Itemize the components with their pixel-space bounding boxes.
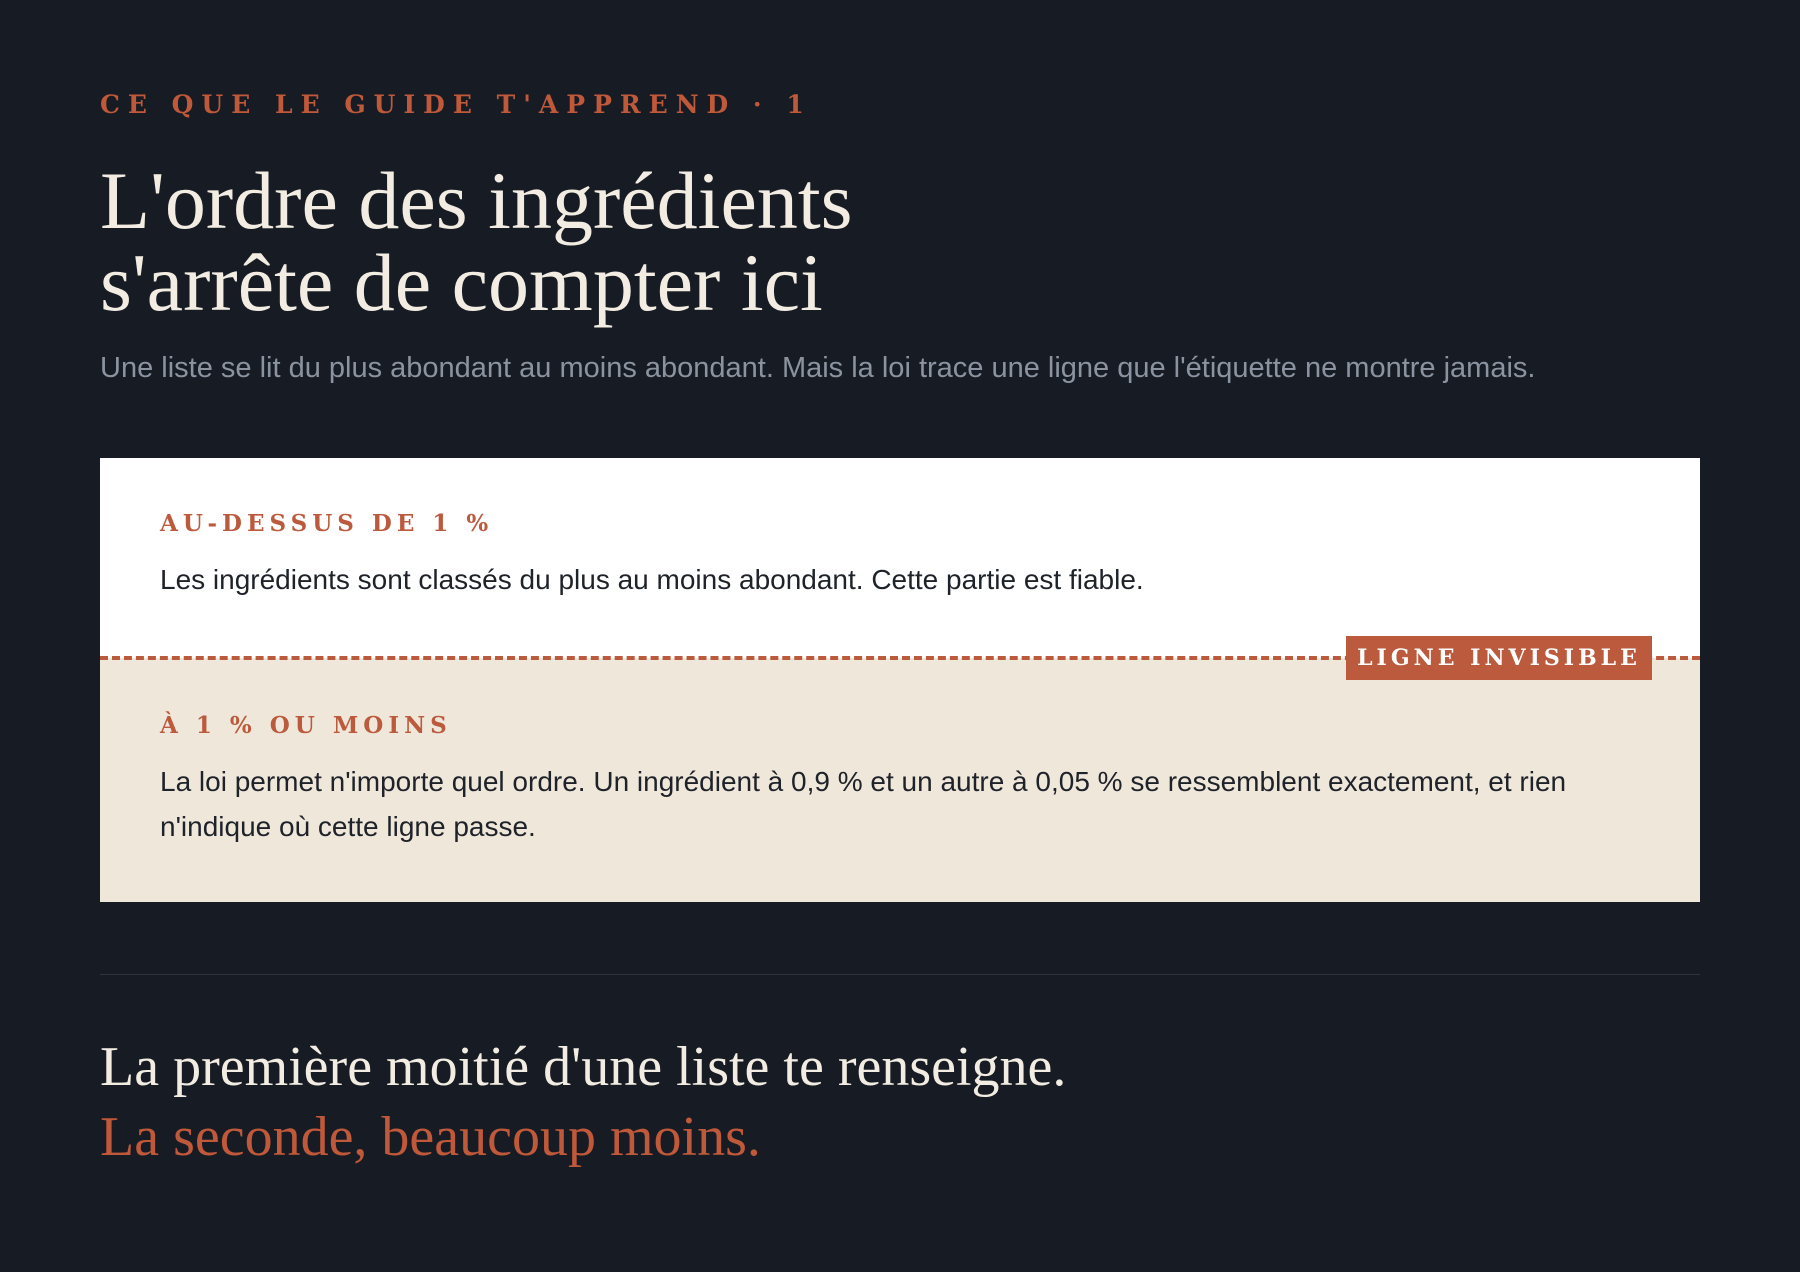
closing-line-1: La première moitié d'une liste te renseigne. [100,1036,1067,1098]
invisible-line-badge: LIGNE INVISIBLE [1346,636,1652,680]
guide-page [100,0,1700,1272]
closing-line-2: La seconde, beaucoup moins. [100,1106,761,1168]
page-title-line-2: s'arrête de compter ici [100,237,823,328]
section-divider [100,974,1700,975]
card-lower-section [100,658,1700,902]
closing-statement [100,1032,1600,1172]
page-subtitle: Une liste se lit du plus abondant au moins abondant. Mais la loi trace une ligne que l'étiquette ne montre jamais. [100,352,1536,384]
upper-section-text: Les ingrédients sont classés du plus au moins abondant. Cette partie est fiable. [160,564,1144,595]
upper-section-label: AU-DESSUS DE 1 % [160,510,494,537]
card-upper-section [100,458,1700,658]
lower-section-text: La loi permet n'importe quel ordre. Un ingrédient à 0,9 % et un autre à 0,05 % se ressemblent exactement, et rien n'indique où cette ligne passe. [160,766,1567,842]
page-title-line-1: L'ordre des ingrédients [100,155,853,246]
page-title [100,155,1300,328]
eyebrow-label: CE QUE LE GUIDE T'APPREND · 1 [100,90,812,119]
lower-section-label: À 1 % OU MOINS [160,712,452,739]
threshold-card [100,458,1700,902]
